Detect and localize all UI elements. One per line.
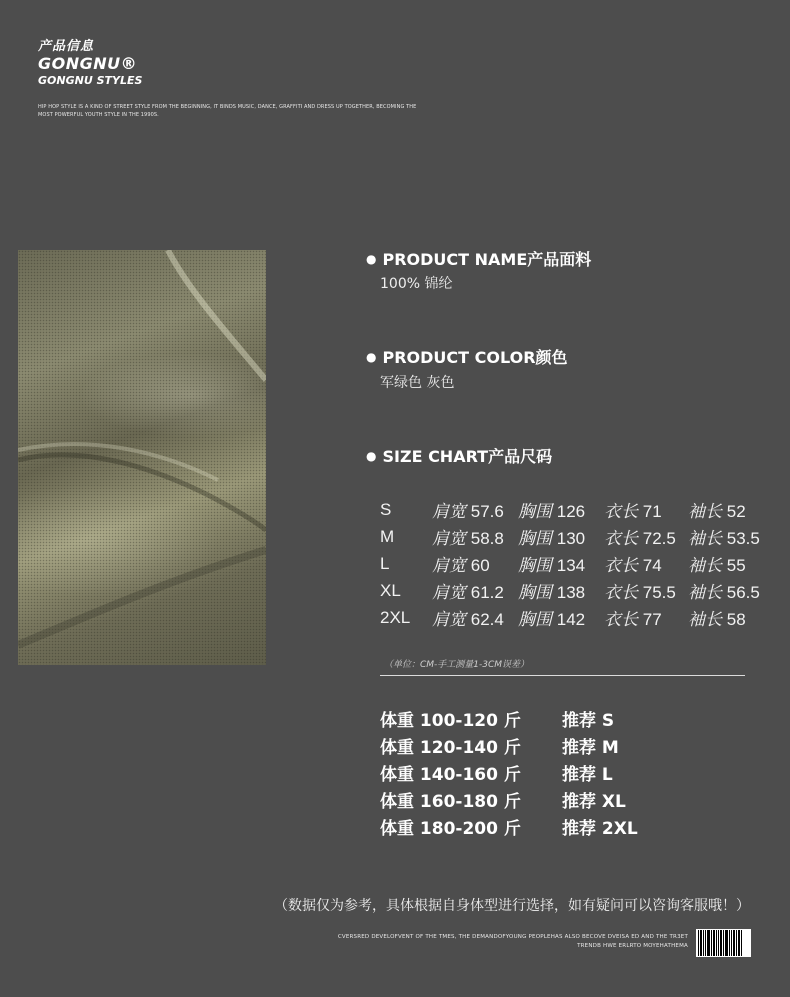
length-value: 77 — [642, 610, 662, 629]
divider — [380, 675, 745, 676]
barcode-icon — [696, 929, 751, 957]
sleeve-label: 袖长 — [688, 556, 722, 575]
recommendation-row — [380, 705, 638, 732]
length-label: 衣长 — [604, 583, 638, 602]
weight-range: 体重 180-200 斤 — [380, 819, 521, 839]
weight-range: 体重 140-160 斤 — [380, 765, 521, 785]
size-chart-table — [380, 496, 778, 631]
product-name-heading: ● PRODUCT NAME产品面料 — [366, 250, 592, 269]
sleeve-label: 袖长 — [688, 502, 722, 521]
disclaimer-text: （数据仅为参考，具体根据自身体型进行选择，如有疑问可以咨询客服哦！） — [274, 898, 750, 914]
sleeve-value: 55 — [726, 556, 746, 575]
recommended-size: 推荐 M — [562, 738, 619, 758]
recommended-size: 推荐 2XL — [562, 819, 638, 839]
length-value: 74 — [642, 556, 662, 575]
bullet-icon: ● — [366, 350, 377, 364]
size-label: S — [380, 499, 392, 519]
chest-label: 胸围 — [518, 610, 552, 629]
length-value: 75.5 — [642, 583, 676, 602]
size-row — [380, 550, 778, 577]
sleeve-label: 袖长 — [688, 583, 722, 602]
weight-range: 体重 160-180 斤 — [380, 792, 521, 812]
recommended-size: 推荐 XL — [562, 792, 626, 812]
measurement-note: （单位：CM-手工测量1-3CM误差） — [384, 660, 530, 670]
length-value: 71 — [642, 502, 662, 521]
recommended-size: 推荐 L — [562, 765, 613, 785]
chest-label: 胸围 — [518, 556, 552, 575]
recommendation-row — [380, 759, 638, 786]
footer-english-text: CVERSRED DEVELOFVENT OF THE TMES, THE DEMANDOFYOUNG PEOPLEHAS ALSO BECOVE DVEISA ED AND THE TR3ET TRENDB HWE ERLRTO MOYEHATHEMA — [337, 934, 688, 949]
chest-value: 142 — [556, 610, 586, 629]
shoulder-value: 61.2 — [470, 583, 504, 602]
product-name-value: 100% 锦纶 — [380, 276, 453, 292]
product-color-heading: ● PRODUCT COLOR颜色 — [366, 348, 568, 367]
size-chart-heading: ● SIZE CHART产品尺码 — [366, 447, 553, 466]
shoulder-value: 60 — [470, 556, 490, 575]
sleeve-value: 53.5 — [726, 529, 760, 548]
chest-label: 胸围 — [518, 583, 552, 602]
sleeve-label: 袖长 — [688, 610, 722, 629]
recommendation-row — [380, 813, 638, 840]
bullet-icon: ● — [366, 449, 377, 463]
chest-value: 126 — [556, 502, 586, 521]
recommendation-row — [380, 786, 638, 813]
length-value: 72.5 — [642, 529, 676, 548]
brand-tagline: HIP HOP STYLE IS A KIND OF STREET STYLE FROM THE BEGINNING, IT BINDS MUSIC, DANCE, GRAFFITI AND DRESS UP TOGETHER, BECOMING THE MOST POWERFUL YOUTH STYLE IN THE 1990S. — [38, 104, 417, 118]
size-row — [380, 523, 778, 550]
size-row — [380, 604, 778, 631]
length-label: 衣长 — [604, 610, 638, 629]
weight-range: 体重 100-120 斤 — [380, 711, 521, 731]
length-label: 衣长 — [604, 502, 638, 521]
size-recommendation-table — [380, 705, 638, 840]
chest-value: 130 — [556, 529, 586, 548]
brand-subtitle: GONGNU STYLES — [38, 74, 143, 87]
sleeve-label: 袖长 — [688, 529, 722, 548]
product-color-value: 军绿色 灰色 — [380, 375, 455, 391]
size-label: L — [380, 553, 390, 573]
shoulder-label: 肩宽 — [432, 502, 466, 521]
sleeve-value: 58 — [726, 610, 746, 629]
length-label: 衣长 — [604, 556, 638, 575]
sleeve-value: 56.5 — [726, 583, 760, 602]
chest-value: 138 — [556, 583, 586, 602]
size-label: M — [380, 526, 395, 546]
chest-label: 胸围 — [518, 502, 552, 521]
shoulder-value: 58.8 — [470, 529, 504, 548]
page-title-cn: 产品信息 — [38, 39, 95, 54]
shoulder-label: 肩宽 — [432, 529, 466, 548]
size-row — [380, 577, 778, 604]
shoulder-label: 肩宽 — [432, 556, 466, 575]
sleeve-value: 52 — [726, 502, 746, 521]
brand-logo: GONGNU® — [38, 54, 138, 73]
shoulder-value: 62.4 — [470, 610, 504, 629]
recommendation-row — [380, 732, 638, 759]
shoulder-value: 57.6 — [470, 502, 504, 521]
size-label: 2XL — [380, 607, 411, 627]
length-label: 衣长 — [604, 529, 638, 548]
size-row — [380, 496, 778, 523]
size-label: XL — [380, 580, 401, 600]
shoulder-label: 肩宽 — [432, 583, 466, 602]
bullet-icon: ● — [366, 252, 377, 266]
chest-value: 134 — [556, 556, 586, 575]
weight-range: 体重 120-140 斤 — [380, 738, 521, 758]
shoulder-label: 肩宽 — [432, 610, 466, 629]
chest-label: 胸围 — [518, 529, 552, 548]
fabric-texture-image — [18, 250, 266, 665]
recommended-size: 推荐 S — [562, 711, 615, 731]
